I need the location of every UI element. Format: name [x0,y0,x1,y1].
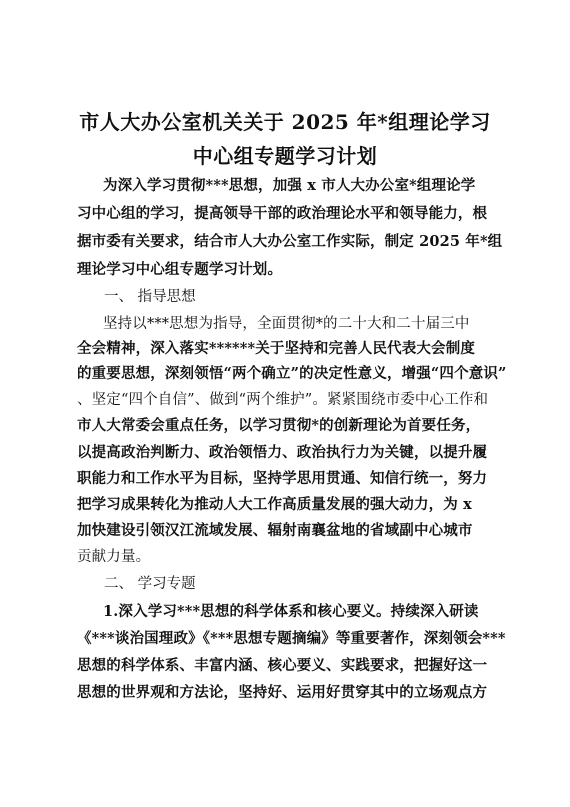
intro-line-4: 理论学习中心组专题学习计划。 [77,261,283,278]
section-1-line-1: 坚持以***思想为指导，全面贯彻*的二十大和二十届三中 [103,316,470,332]
intro-line-3: 据市委有关要求，结合市人大办公室工作实际，制定 2025 年*组 [77,233,503,250]
section-1-line-2: 全会精神，深入落实******关于坚持和完善人民代表大会制度 [77,340,475,357]
section-1-line-5: 市人大常委会重点任务，以学习贯彻*的创新理论为首要任务， [77,417,481,434]
section-1-heading: 一、 指导思想 [104,289,196,305]
section-2-line-1: 1.深入学习***思想的科学体系和核心要义。持续深入研读 [103,603,479,620]
intro-line-2: 习中心组的学习，提高领导干部的政治理论水平和领导能力，根 [77,205,488,222]
section-1-line-9: 加快建设引领汉江流域发展、辐射南襄盆地的省域副中心城市 [77,522,473,539]
section-1-line-10: 贡献力量。 [77,549,151,565]
section-1-line-3: 的重要思想，深刻领悟“两个确立”的决定性意义，增强“四个意识” [77,365,507,382]
document-title-line-2: 中心组专题学习计划 [192,144,378,168]
section-1-line-6: 以提高政治判断力、政治领悟力、政治执行力为关键，以提升履 [77,444,488,461]
section-2-line-3: 思想的科学体系、丰富内涵、核心要义、实践要求，把握好这一 [77,657,488,674]
document-title-line-1: 市人大办公室机关关于 2025 年*组理论学习 [79,110,491,134]
section-1-line-7: 职能力和工作水平为目标，坚持学思用贯通、知信行统一，努力 [77,470,488,487]
section-2-line-4: 思想的世界观和方法论，坚持好、运用好贯穿其中的立场观点方 [77,684,488,701]
section-2-heading: 二、 学习专题 [104,576,196,592]
section-1-line-8: 把学习成果转化为推动人大工作高质量发展的强大动力，为 x [77,496,472,513]
intro-line-1: 为深入学习贯彻***思想，加强 x 市人大办公室*组理论学 [103,177,476,194]
section-1-line-4: 、坚定“四个自信”、做到“两个维护”。紧紧围绕市委中心工作和 [77,392,489,408]
section-2-line-2: 《***谈治国理政》《***思想专题摘编》等重要著作，深刻领会*** [77,630,506,647]
